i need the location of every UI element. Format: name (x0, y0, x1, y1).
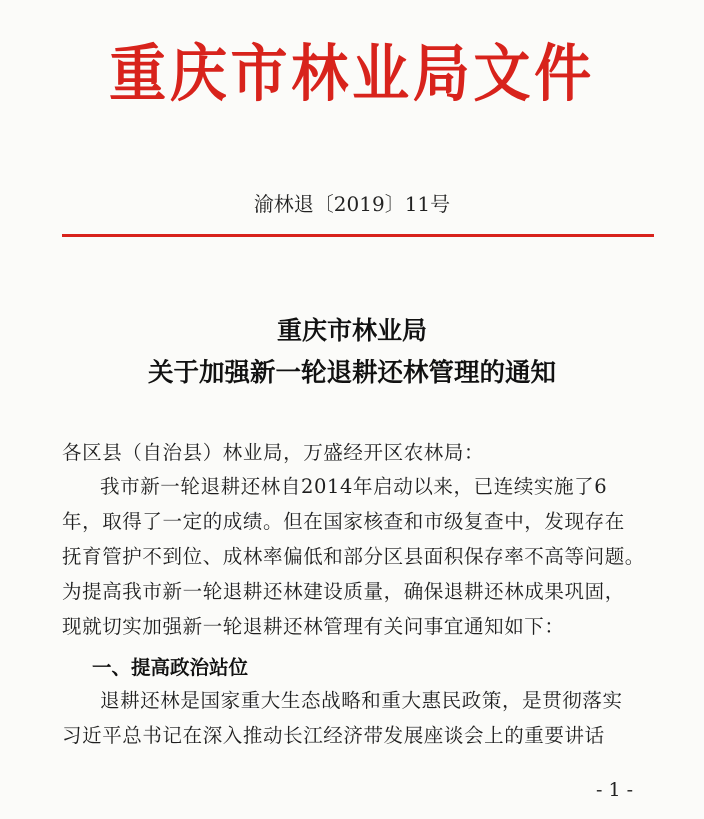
body-line: 年，取得了一定的成绩。但在国家核查和市级复查中，发现存在 (62, 510, 625, 533)
document-number: 渝林退〔2019〕11号 (253, 192, 451, 216)
body-line: 抚育管护不到位、成林率偏低和部分区县面积保存率不高等问题。 (62, 545, 645, 568)
body-line: 现就切实加强新一轮退耕还林管理有关问事宜通知如下： (62, 615, 565, 638)
masthead-title: 重庆市林业局文件 (109, 37, 595, 110)
section-heading: 一、提高政治站位 (92, 656, 249, 679)
section-body-line: 退耕还林是国家重大生态战略和重大惠民政策，是贯彻落实 (100, 689, 623, 712)
section-body-line: 习近平总书记在深入推动长江经济带发展座谈会上的重要讲话 (62, 724, 605, 747)
notice-title-issuer: 重庆市林业局 (276, 316, 427, 345)
salutation: 各区县（自治县）林业局，万盛经开区农林局： (62, 441, 485, 464)
red-divider-line (62, 234, 654, 237)
body-line: 我市新一轮退耕还林自2014年启动以来，已连续实施了6 (100, 475, 608, 498)
page-number: - 1 - (596, 779, 634, 801)
notice-title-subject: 关于加强新一轮退耕还林管理的通知 (147, 358, 556, 388)
body-line: 为提高我市新一轮退耕还林建设质量，确保退耕还林成果巩固， (62, 580, 625, 603)
